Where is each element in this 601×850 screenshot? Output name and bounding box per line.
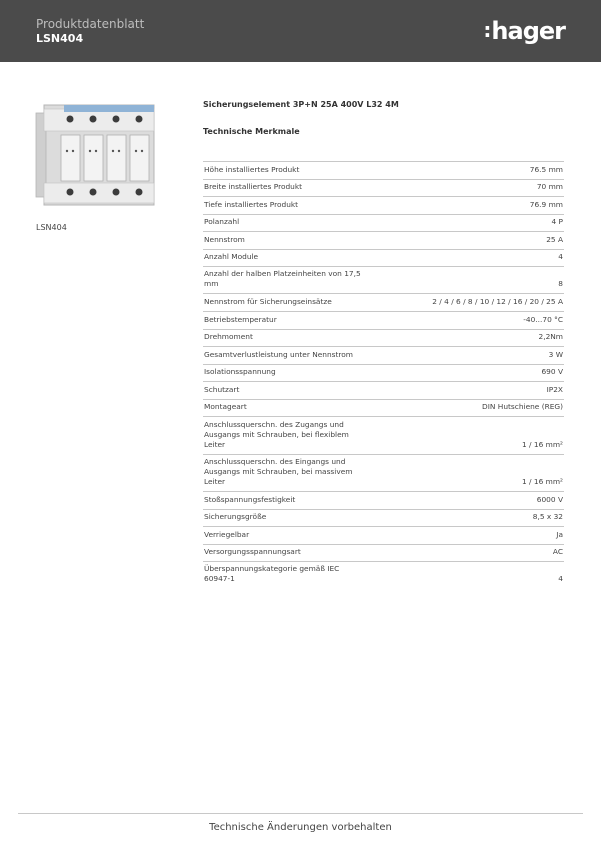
spec-value: 3 W xyxy=(548,350,563,359)
spec-row xyxy=(203,562,564,588)
spec-label: Drehmoment xyxy=(204,332,253,341)
spec-row xyxy=(203,180,564,197)
spec-label: Anzahl Module xyxy=(204,252,259,261)
spec-label: Überspannungskategorie gemäß IEC 60947-1 xyxy=(204,564,340,583)
spec-row xyxy=(203,215,564,232)
spec-label: Betriebstemperatur xyxy=(204,315,277,324)
spec-label: Anschlussquerschn. des Zugangs und Ausgangs mit Schrauben, bei flexiblem Leiter xyxy=(204,420,349,449)
header-bar xyxy=(0,0,601,62)
spec-row xyxy=(203,250,564,267)
spec-row xyxy=(203,330,564,347)
spec-row xyxy=(203,267,564,294)
footer-divider xyxy=(18,813,583,814)
spec-value: 8,5 x 32 xyxy=(532,512,563,521)
spec-row xyxy=(203,417,564,455)
spec-label: Montageart xyxy=(204,402,247,411)
spec-value: 2,2Nm xyxy=(538,332,563,341)
spec-label: Nennstrom für Sicherungseinsätze xyxy=(204,297,332,306)
spec-label: Breite installiertes Produkt xyxy=(204,182,303,191)
spec-row xyxy=(203,382,564,400)
spec-label: Verriegelbar xyxy=(204,530,250,539)
spec-value: DIN Hutschiene (REG) xyxy=(482,402,563,411)
spec-row xyxy=(203,197,564,215)
spec-row xyxy=(203,294,564,312)
spec-row xyxy=(203,162,564,180)
spec-value: 4 xyxy=(558,574,563,583)
spec-value: 2 / 4 / 6 / 8 / 10 / 12 / 16 / 20 / 25 A xyxy=(432,297,563,306)
spec-value: IP2X xyxy=(546,385,563,394)
spec-label: Höhe installiertes Produkt xyxy=(204,165,300,174)
hager-logo xyxy=(483,17,565,45)
spec-value: 76.9 mm xyxy=(529,200,563,209)
section-title: Technische Merkmale xyxy=(203,127,300,136)
spec-value: Ja xyxy=(556,530,563,539)
spec-label: Versorgungsspannungsart xyxy=(204,547,301,556)
spec-label: Stoßspannungsfestigkeit xyxy=(204,495,296,504)
model-number: LSN404 xyxy=(36,32,84,45)
product-title: Sicherungselement 3P+N 25A 400V L32 4M xyxy=(203,100,399,109)
spec-label: Sicherungsgröße xyxy=(204,512,267,521)
spec-value: AC xyxy=(552,547,563,556)
footer-text: Technische Änderungen vorbehalten xyxy=(209,822,392,833)
logo-mark: : xyxy=(483,18,491,42)
spec-row xyxy=(203,492,564,510)
spec-row xyxy=(203,545,564,562)
document-type: Produktdatenblatt xyxy=(36,17,145,31)
spec-label: Polanzahl xyxy=(204,217,240,226)
spec-value: -40...70 °C xyxy=(523,315,563,324)
image-caption: LSN404 xyxy=(36,223,67,232)
spec-label: Isolationsspannung xyxy=(204,367,276,376)
product-image xyxy=(34,95,159,213)
spec-value: 70 mm xyxy=(536,182,563,191)
spec-row xyxy=(203,527,564,545)
spec-row xyxy=(203,347,564,365)
spec-label: Schutzart xyxy=(204,385,240,394)
spec-label: Tiefe installiertes Produkt xyxy=(204,200,299,209)
spec-row xyxy=(203,312,564,330)
spec-row xyxy=(203,232,564,250)
spec-value: 25 A xyxy=(546,235,563,244)
spec-row xyxy=(203,510,564,527)
spec-label: Anzahl der halben Platzeinheiten von 17,5 mm xyxy=(204,269,361,288)
spec-value: 1 / 16 mm² xyxy=(521,477,563,486)
spec-value: 76.5 mm xyxy=(529,165,563,174)
spec-row xyxy=(203,400,564,417)
spec-row xyxy=(203,365,564,382)
spec-label: Anschlussquerschn. des Eingangs und Ausgangs mit Schrauben, bei massivem Leiter xyxy=(204,457,353,486)
spec-label: Gesamtverlustleistung unter Nennstrom xyxy=(204,350,353,359)
spec-value: 8 xyxy=(558,279,563,288)
spec-value: 690 V xyxy=(541,367,563,376)
spec-value: 4 P xyxy=(551,217,563,226)
spec-label: Nennstrom xyxy=(204,235,245,244)
spec-value: 6000 V xyxy=(536,495,563,504)
spec-table xyxy=(203,161,564,588)
spec-value: 4 xyxy=(558,252,563,261)
logo-text: hager xyxy=(491,17,565,45)
spec-row xyxy=(203,455,564,492)
spec-value: 1 / 16 mm² xyxy=(521,440,563,449)
